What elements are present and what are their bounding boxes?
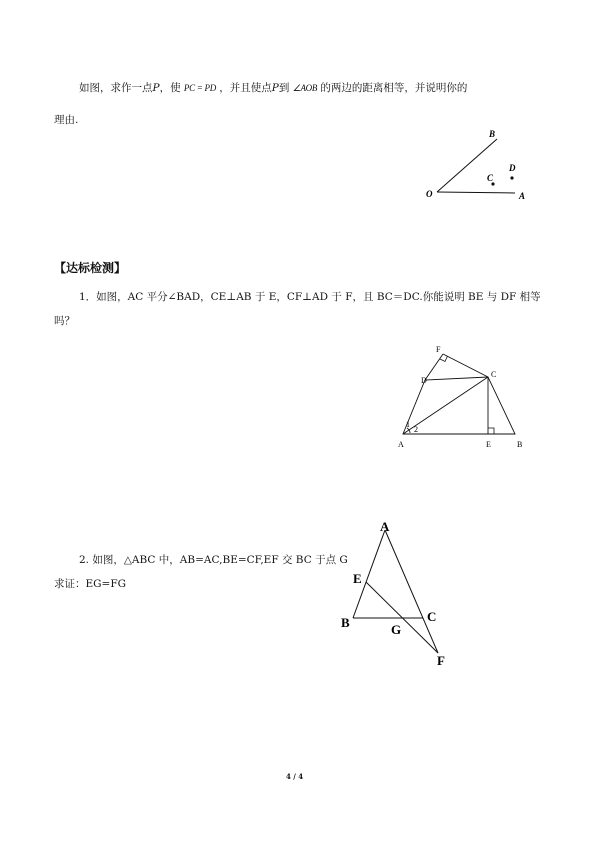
q0-text-a: 如图，求作一点 — [79, 82, 153, 94]
segment-fc — [443, 354, 488, 377]
q2-line2: 求证：EG=FG — [54, 578, 127, 590]
label-g: G — [391, 622, 402, 637]
label-a: A — [519, 191, 526, 201]
label-f: F — [436, 345, 441, 354]
label-f: F — [437, 653, 445, 668]
q0-line1 — [79, 81, 467, 95]
q0-text-b: ，使 — [159, 82, 181, 94]
label-c: C — [487, 173, 494, 183]
q0-text-d: 到 — [278, 82, 290, 94]
outline-abcd — [403, 377, 515, 434]
q0-point-p: P — [152, 82, 160, 94]
q1-line2: 吗？ — [54, 315, 75, 327]
label-b: B — [341, 615, 350, 630]
label-a: A — [380, 519, 390, 534]
label-a: A — [398, 440, 404, 449]
label-e: E — [353, 571, 362, 586]
q0-point-p2: P — [271, 82, 279, 94]
segment-df — [425, 354, 443, 380]
q1-figure-quadrilateral — [390, 340, 530, 455]
label-b: B — [517, 440, 523, 449]
q0-text-c: ，并且使点 — [219, 82, 272, 94]
q0-line2: 理由. — [54, 114, 79, 126]
label-o: O — [426, 189, 433, 199]
label-c: C — [491, 370, 497, 379]
ray-ob — [437, 139, 497, 192]
label-d: D — [509, 163, 516, 173]
point-d — [510, 176, 513, 179]
page-number: 4 / 4 — [286, 772, 304, 781]
label-b: B — [489, 129, 496, 139]
ray-oa — [437, 192, 515, 193]
section-title: 【达标检测】 — [54, 261, 127, 275]
q1-line1: 1．如图，AC 平分∠BAD，CE⊥AB 于 E，CF⊥AD 于 F，且 BC＝DC.你能说明 BE 与 DF 相等 — [79, 291, 541, 303]
q0-text-e: 的两边的距离相等，并说明你的 — [320, 82, 468, 94]
right-angle-e — [488, 428, 494, 434]
q0-formula-pc-pd: PC = PD — [183, 83, 216, 93]
q2-figure-triangle — [335, 515, 460, 675]
q2-line1: 2. 如图，△ABC 中，AB=AC,BE=CF,EF 交 BC 于点 G — [79, 554, 348, 566]
label-d: D — [421, 376, 427, 385]
q0-formula-angle-aob: ∠AOB — [292, 83, 318, 93]
label-1: 1 — [406, 420, 410, 429]
label-e: E — [486, 440, 491, 449]
label-2: 2 — [414, 425, 418, 434]
label-c: C — [427, 609, 437, 624]
q0-figure-angle — [420, 125, 535, 205]
